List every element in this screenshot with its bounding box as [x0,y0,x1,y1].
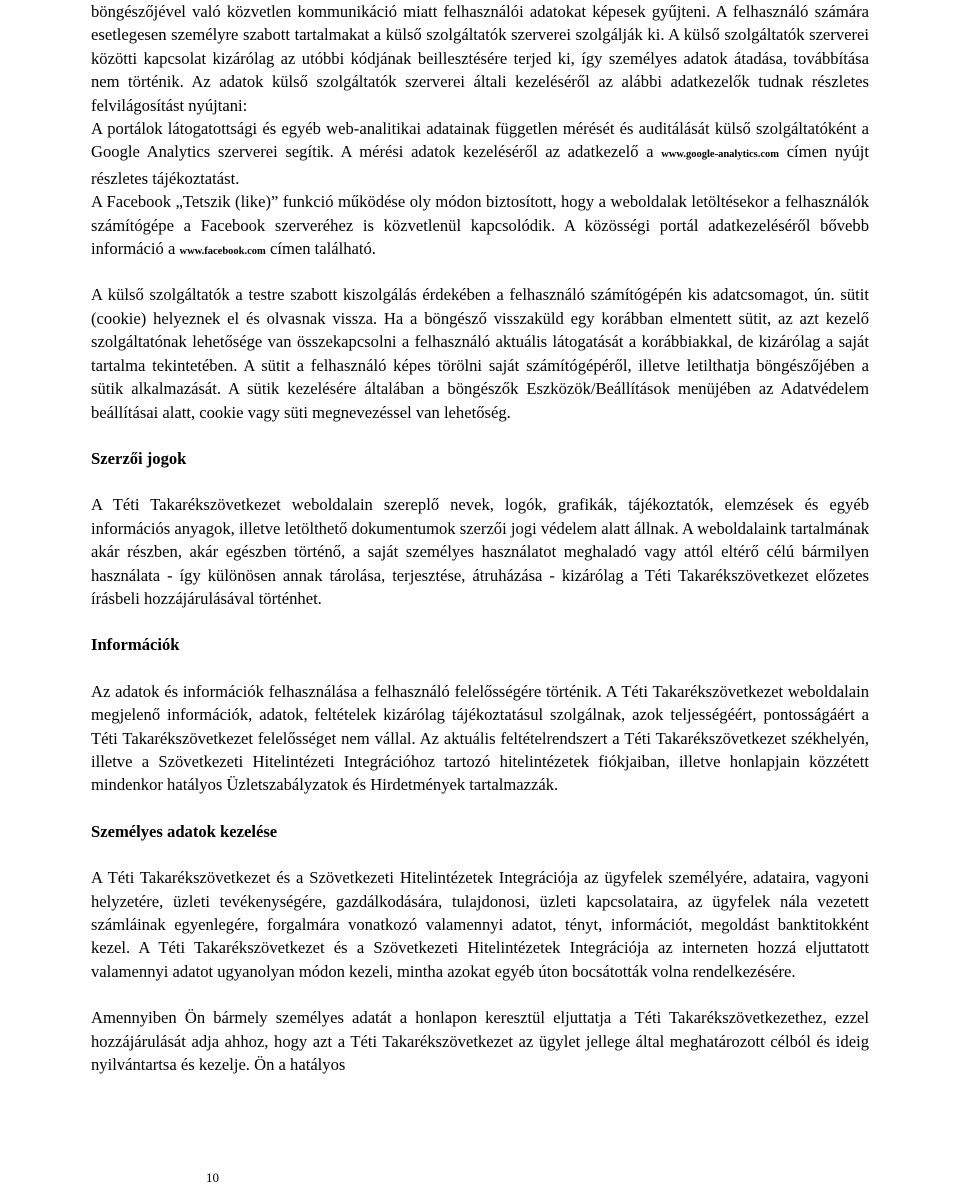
paragraph-personal-data-2: Amennyiben Ön bármely személyes adatát a honlapon keresztül eljuttatja a Téti Takarékszövetkezethez, ezzel hozzájárulását adja ahhoz, hogy azt a Téti Takarékszövetkezet az ügylet jellege által meghatározott célból és ideig nyilvántartsa és kezelje. Ön a hatályos [91,1008,869,1075]
spacer [91,610,869,633]
google-analytics-url: www.google-analytics.com [661,149,780,161]
spacer [91,657,869,680]
paragraph-cookies: A külső szolgáltatók a testre szabott kiszolgálás érdekében a felhasználó számítógépén kis adatcsomagot, ún. sütit (cookie) helyeznek el és olvasnak vissza. Ha a böngésző visszaküld egy korábban elmentett sütit, az azt kezelő szolgáltatónak lehetősége van összekapcsolni a felhasználó aktuális látogatását a korábbiakkal, de kizárólag a saját tartalma tekintetében. A sütit a felhasználó képes törölni saját számítógépéről, illetve letilthatja böngészőjében a sütik alkalmazását. A sütik kezelésére általában a böngészők Eszközök/Beállítások menüjében az Adatvédelem beállításai alatt, cookie vagy süti megnevezéssel van lehetőség. [91,285,869,422]
heading-information: Információk [91,635,180,655]
paragraph-copyright: A Téti Takarékszövetkezet weboldalain szereplő nevek, logók, grafikák, tájékoztatók, elemzések és egyéb információs anyagok, illetve letölthető dokumentumok szerzői jogi védelem alatt állnak. A weboldalaink tartalmának akár részben, akár egészben történő, a saját személyes használatot meghaladó vagy attól eltérő célú bármilyen használata - így különösen annak tárolása, terjesztése, átruházása - kizárólag a Téti Takarékszövetkezet előzetes írásbeli hozzájárulásával történhet. [91,495,869,608]
heading-personal-data: Személyes adatok kezelése [91,821,278,841]
google-analytics-text-end: címen nyújt részletes tájékoztatást. [91,142,869,188]
document-page [91,0,869,1076]
google-analytics-text-start: A portálok látogatottsági és egyéb web-analitikai adatainak független mérését és auditálását külső szolgáltatóként a Google Analytics szerverei segítik. A mérési adatok kezeléséről az adatkezelő a [91,119,869,162]
spacer [91,263,869,283]
heading-copyright: Szerzői jogok [91,448,187,468]
paragraph-google-analytics [91,117,869,190]
spacer [91,843,869,866]
facebook-url: www.facebook.com [179,246,266,258]
facebook-text-start: A Facebook „Tetszik (like)” funkció működése oly módon biztosított, hogy a weboldalak letöltésekor a felhasználók számítógépe a Facebook szerveréhez is közvetlenül kapcsolódik. A közösségi portál adatkezeléséről bővebb információ a [91,192,869,259]
spacer [91,470,869,493]
spacer [91,424,869,447]
paragraph-facebook [91,190,869,263]
paragraph-external-services: böngészőjével való közvetlen kommunikáció miatt felhasználói adatokat képesek gyűjteni. A felhasználó számára esetlegesen személyre szabott tartalmakat a külső szolgáltatók szerverei szolgálják ki. A külső szolgáltatók szerverei közötti kapcsolat kizárólag az utóbbi kódjának beillesztésére terjed ki, így személyes adatok átadása, továbbítása nem történik. Az adatok külső szolgáltatók szerverei általi kezeléséről az alábbi adatkezelők tudnak részletes felvilágosítást nyújtani: [91,2,869,115]
facebook-text-end: címen található. [269,239,376,259]
paragraph-information: Az adatok és információk felhasználása a felhasználó felelősségére történik. A Téti Takarékszövetkezet weboldalain megjelenő információk, adatok, feltételek kizárólag tájékoztatásul szolgálnak, azok teljességéért, pontosságáért a Téti Takarékszövetkezet felelősséget nem vállal. Az aktuális feltételrendszert a Téti Takarékszövetkezet székhelyén, illetve a Szövetkezeti Hitelintézeti Integrációhoz tartozó hitelintézetek fiókjaiban, illetve honlapjain közzétett mindenkor hatályos Üzletszabályzatok és Hirdetmények tartalmazzák. [91,681,869,795]
page-number: 10 [206,1170,219,1185]
spacer [91,983,869,1006]
paragraph-personal-data-1: A Téti Takarékszövetkezet és a Szövetkezeti Hitelintézetek Integrációja az ügyfelek személyére, adataira, vagyoni helyzetére, üzleti tevékenységére, gazdálkodására, tulajdonosi, üzleti kapcsolataira, az ügyfelek nála vezetett számláinak egyenlegére, forgalmára vonatkozó valamennyi adatot, tényt, információt, megoldást banktitokként kezel. A Téti Takarékszövetkezet és a Szövetkezeti Hitelintézetek Integrációja az interneten hozzá eljuttatott valamennyi adatot ugyanolyan módon kezeli, mintha azokat egyéb úton bocsátották volna rendelkezésére. [91,868,869,981]
spacer [91,797,869,820]
